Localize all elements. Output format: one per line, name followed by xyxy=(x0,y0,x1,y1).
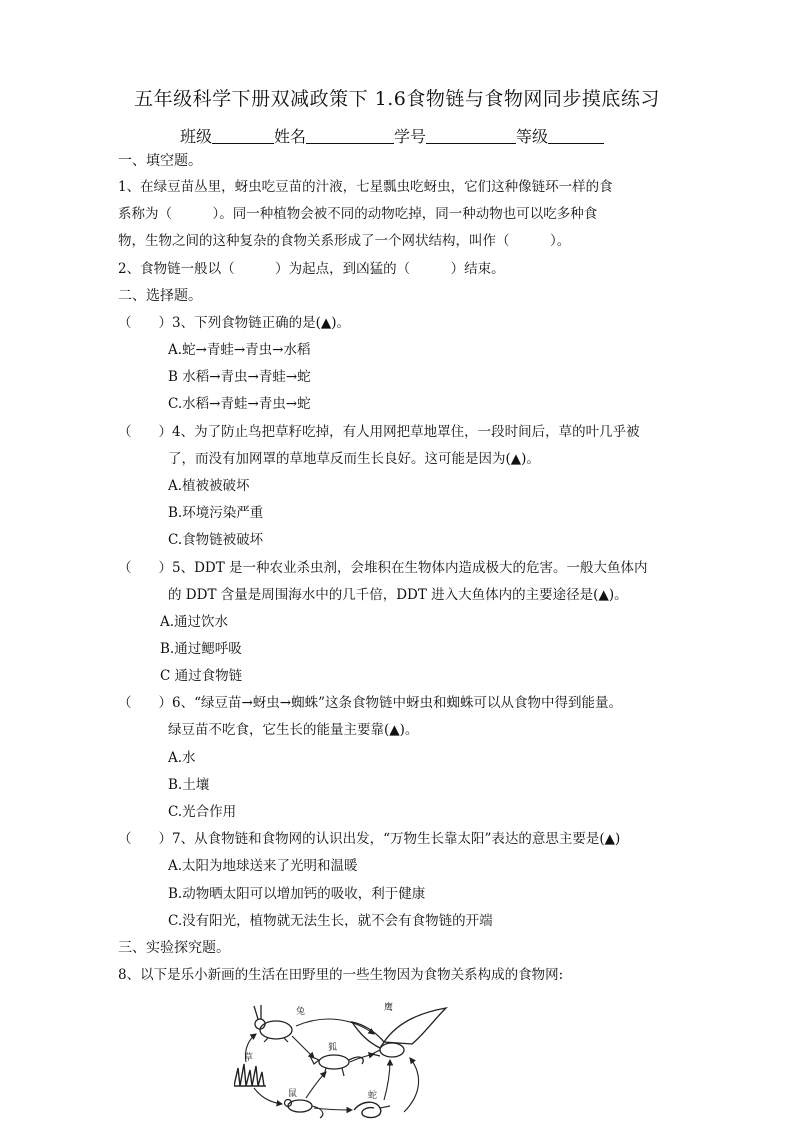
grass-icon xyxy=(234,1064,266,1086)
q6-stem-line2: 绿豆苗不吃食，它生长的能量主要靠(▲)。 xyxy=(168,722,419,738)
q7-option-b: B.动物晒太阳可以增加钙的吸收，利于健康 xyxy=(168,886,426,902)
name-blank[interactable] xyxy=(306,127,394,144)
q6-option-b: B.土壤 xyxy=(168,777,210,793)
q8-text: 8、以下是乐小新画的生活在田野里的一些生物因为食物关系构成的食物网: xyxy=(118,967,564,983)
q5-option-c: C 通过食物链 xyxy=(160,668,243,684)
q1-line3: 物，生物之间的这种复杂的食物关系形成了一个网状结构，叫作（ ）。 xyxy=(118,233,571,249)
id-label: 学号 xyxy=(394,127,427,146)
q6-option-a: A.水 xyxy=(168,750,196,766)
name-label: 姓名 xyxy=(274,127,307,146)
grade-label: 等级 xyxy=(516,127,549,146)
eagle-icon xyxy=(352,1008,446,1057)
page-title: 五年级科学下册双减政策下 1.6食物链与食物网同步摸底练习 xyxy=(134,88,660,110)
student-info-row xyxy=(180,124,604,147)
fox-label: 狐 xyxy=(328,1043,338,1053)
grade-blank[interactable] xyxy=(548,127,604,144)
q5-stem-line2: 的 DDT 含量是周围海水中的几千倍，DDT 进入大鱼体内的主要途径是(▲)。 xyxy=(168,587,628,603)
q6-stem-line1: （ ）6、“绿豆苗→蚜虫→蜘蛛”这条食物链中蚜虫和蜘蛛可以从食物中得到能量。 xyxy=(118,695,623,711)
q1-line2: 系称为（ ）。同一种植物会被不同的动物吃掉，同一种动物也可以吃多种食 xyxy=(118,206,598,222)
q3-option-b: B 水稻→青虫→青蛙→蛇 xyxy=(168,369,311,385)
section-experiment: 三、实验探究题。 xyxy=(118,940,230,956)
q4-stem-line2: 了，而没有加网罩的草地草反而生长良好。这可能是因为(▲)。 xyxy=(168,451,540,467)
q1-line1: 1、在绿豆苗丛里，蚜虫吃豆苗的汁液，七星瓢虫吃蚜虫，它们这种像链环一样的食 xyxy=(118,179,613,195)
q5-option-b: B.通过鳃呼吸 xyxy=(160,641,242,657)
snake-label: 蛇 xyxy=(368,1091,378,1101)
q7-option-c: C.没有阳光，植物就无法生长，就不会有食物链的开端 xyxy=(168,913,493,929)
q5-stem-line1: （ ）5、DDT 是一种农业杀虫剂，会堆积在生物体内造成极大的危害。一般大鱼体内 xyxy=(118,560,648,576)
grass-label: 草 xyxy=(244,1053,254,1063)
q4-stem-line1: （ ）4、为了防止鸟把草籽吃掉，有人用网把草地罩住，一段时间后，草的叶几乎被 xyxy=(118,424,640,440)
q7-stem: （ ）7、从食物链和食物网的认识出发，“万物生长靠太阳”表达的意思主要是(▲) xyxy=(118,831,621,847)
q2-text: 2、食物链一般以（ ）为起点，到凶猛的（ ）结束。 xyxy=(118,261,505,277)
class-label: 班级 xyxy=(180,127,213,146)
section-choice: 二、选择题。 xyxy=(118,288,202,304)
section-fill-blank: 一、填空题。 xyxy=(118,153,202,169)
q4-option-c: C.食物链被破坏 xyxy=(168,532,264,548)
id-blank[interactable] xyxy=(426,127,516,144)
rabbit-icon xyxy=(254,1005,292,1042)
q4-option-a: A.植被被破坏 xyxy=(168,478,250,494)
food-web-arrows xyxy=(245,1019,418,1112)
rabbit-label: 兔 xyxy=(296,1007,306,1017)
q6-option-c: C.光合作用 xyxy=(168,804,237,820)
mouse-label: 鼠 xyxy=(288,1089,298,1099)
food-web-diagram xyxy=(234,1000,454,1123)
q3-stem: （ ）3、下列食物链正确的是(▲)。 xyxy=(118,315,351,331)
q7-option-a: A.太阳为地球送来了光明和温暖 xyxy=(168,858,358,874)
fox-icon xyxy=(310,1055,363,1076)
class-blank[interactable] xyxy=(212,127,274,144)
q3-option-a: A.蛇→青蛙→青虫→水稻 xyxy=(168,342,311,358)
q4-option-b: B.环境污染严重 xyxy=(168,505,264,521)
q5-option-a: A.通过饮水 xyxy=(160,614,229,630)
snake-icon xyxy=(354,1102,390,1117)
q3-option-c: C.水稻→青蛙→青虫→蛇 xyxy=(168,396,311,412)
eagle-label: 鹰 xyxy=(384,1003,394,1013)
